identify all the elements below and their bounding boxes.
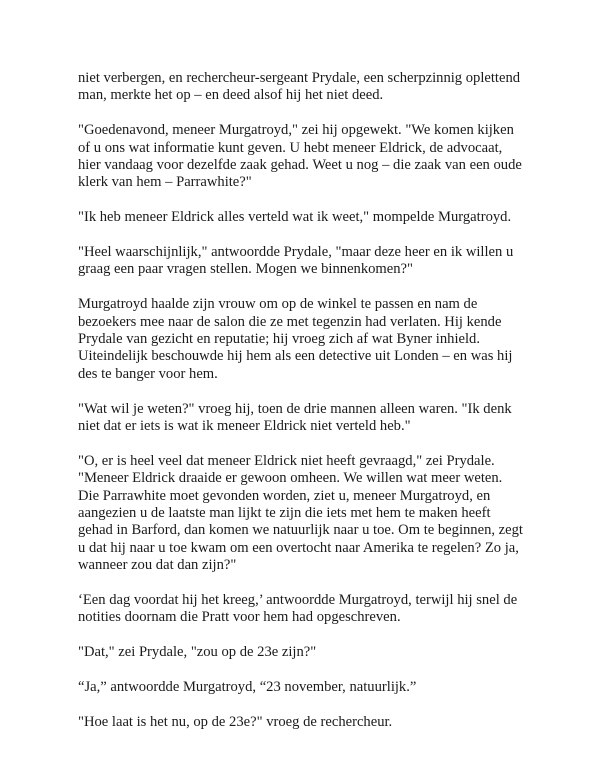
text-line: hier vandaag voor dezelfde zaak gehad. Weet u nog – die zaak van een oude [78,157,522,174]
document-page [78,70,528,749]
text-line: notities doornam die Pratt voor hem had opgeschreven. [78,609,401,626]
paragraph [78,70,528,105]
text-line: ‘Een dag voordat hij het kreeg,’ antwoordde Murgatroyd, terwijl hij snel de [78,592,518,609]
paragraph [78,644,528,661]
text-line: graag een paar vragen stellen. Mogen we binnenkomen?" [78,261,413,278]
paragraph [78,714,528,731]
text-line: gehad in Barford, dan komen we natuurlijk naar u toe. Om te beginnen, zegt [78,522,523,539]
paragraph [78,209,528,226]
text-line: "O, er is heel veel dat meneer Eldrick niet heeft gevraagd," zei Prydale. [78,452,495,469]
paragraph [78,244,528,279]
text-line: niet dat er iets is wat ik meneer Eldrick niet verteld heb." [78,418,411,435]
text-line: Prydale van gezicht en reputatie; hij vroeg zich af wat Byner inhield. [78,331,480,348]
text-line: des te banger voor hem. [78,365,218,382]
paragraph [78,122,528,192]
text-line: "Meneer Eldrick draaide er gewoon omheen. We willen wat meer weten. [78,470,503,487]
text-line: wanneer zou dat dan zijn?" [78,557,237,574]
text-line: of u ons wat informatie kunt geven. U hebt meneer Eldrick, de advocaat, [78,139,503,156]
text-line: man, merkte het op – en deed alsof hij het niet deed. [78,87,384,104]
paragraph [78,453,528,575]
text-line: klerk van hem – Parrawhite?" [78,174,252,191]
text-line: "Ik heb meneer Eldrick alles verteld wat ik weet," mompelde Murgatroyd. [78,209,512,226]
text-line: "Goedenavond, meneer Murgatroyd," zei hij opgewekt. "We komen kijken [78,122,514,139]
text-line: Murgatroyd haalde zijn vrouw om op de winkel te passen en nam de [78,296,478,313]
text-line: Die Parrawhite moet gevonden worden, ziet u, meneer Murgatroyd, en [78,487,491,504]
text-line: "Dat," zei Prydale, "zou op de 23e zijn?" [78,644,317,661]
text-line: niet verbergen, en rechercheur-sergeant Prydale, een scherpzinnig oplettend [78,70,521,86]
paragraph [78,296,528,383]
text-line: “Ja,” antwoordde Murgatroyd, “23 november, natuurlijk.” [78,679,417,696]
text-line: bezoekers mee naar de salon die ze met tegenzin had verlaten. Hij kende [78,313,502,330]
text-line: "Wat wil je weten?" vroeg hij, toen de drie mannen alleen waren. "Ik denk [78,400,512,417]
paragraph [78,679,528,696]
text-line: aangezien u de laatste man lijkt te zijn die iets met hem te maken heeft [78,505,491,522]
text-line: u dat hij naar u toe kwam om een overtocht naar Amerika te regelen? Zo ja, [78,539,519,556]
text-line: "Hoe laat is het nu, op de 23e?" vroeg de rechercheur. [78,713,393,730]
text-line: "Heel waarschijnlijk," antwoordde Prydale, "maar deze heer en ik willen u [78,244,514,261]
paragraph [78,401,528,436]
paragraph [78,592,528,627]
text-line: Uiteindelijk beschouwde hij hem als een detective uit Londen – en was hij [78,348,513,365]
